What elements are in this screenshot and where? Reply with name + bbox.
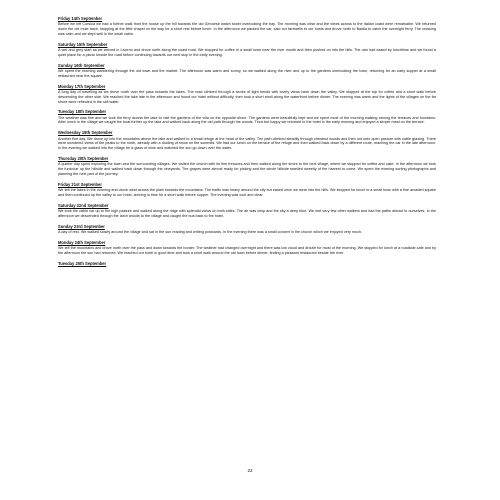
entry-heading: Friday 21st September <box>58 181 102 187</box>
entry-heading: Sunday 16th September <box>58 62 105 68</box>
entry-body: A day of rest. We walked slowly around the village and sat in the sun reading and writing postcards. In the evening there was a small concert in the church which we enjoyed very much. <box>58 230 363 235</box>
diary-entry <box>58 182 436 198</box>
diary-entry <box>58 156 436 177</box>
entry-heading: Wednesday 19th September <box>58 130 113 136</box>
entry-heading: Monday 24th September <box>58 240 106 246</box>
diary-entry <box>58 42 436 58</box>
entry-heading: Tuesday 25th September <box>58 261 107 267</box>
diary-entry <box>58 63 436 79</box>
entry-body: We left the mountains and drove north over the pass and down towards the border. The weather had changed overnight and there was low cloud and drizzle for most of the morning. We stopped for lunch at a roadside cafe and by the afternoon the sun had returned. We reached our hotel in good time and took a short walk around the old town before dinner, finding a pleasant restaurant beside the river. <box>58 246 436 256</box>
diary-entry <box>58 16 436 37</box>
entry-heading: Friday 14th September <box>58 16 103 21</box>
entry-body: We spent the morning wandering through the old town and the market. The afternoon was warm and sunny, so we walked along the river and up to the gardens overlooking the town, returning for an early supper at a small restaurant near the square. <box>58 69 436 78</box>
entry-heading: Saturday 15th September <box>58 41 108 47</box>
diary-entry <box>58 224 436 235</box>
diary-entry <box>58 203 436 219</box>
entry-heading: Saturday 22nd September <box>58 202 109 208</box>
entry-heading: Thursday 20th September <box>58 156 109 162</box>
entry-heading: Monday 17th September <box>58 83 106 89</box>
entry-body: The weather was fine and we took the ferry across the lake to visit the gardens of the villa on the opposite shore. The gardens were beautifully kept and we spent most of the morning walking among the terraces and fountains. After lunch in the village we caught the boat further up the lake and walked back along the old path through the woods. Tired but happy we returned to the hotel in the early evening and enjoyed a simple meal on the terrace. <box>58 115 436 125</box>
diary-entry <box>58 109 436 125</box>
diary-entry <box>58 261 436 266</box>
diary-text-block <box>58 16 436 271</box>
entry-body: We left the lakes in the morning and drove west across the plain towards the mountains. The traffic was heavy around the city but eased once we were into the hills. We stopped for lunch in a small town with a fine arcaded square and then continued up the valley to our hotel, arriving in time for a short walk before supper. The evening was cool and clear. <box>58 188 436 197</box>
entry-body: Before we left Corsica we had a further walk from the house up the hill towards the old Genoese watch tower overlooking the bay. The morning was clear and the views across to the Italian coast were remarkable. We returned down the old mule track, stopping at the little chapel on the way for a short rest before lunch. In the afternoon we packed the car, said our farewells to our hosts and drove north to Bastia to catch the overnight ferry. The crossing was calm and we slept well in the small cabin. <box>58 22 436 36</box>
diary-entry <box>58 240 436 256</box>
entry-body: A long day of travelling as we drove north over the pass towards the lakes. The road climbed through a series of tight bends with lovely views back down the valley. We stopped at the top for coffee and a short walk before descending the other side. We reached the lake late in the afternoon and found our hotel without difficulty, then took a short stroll along the waterfront before dinner. The evening was warm and the lights of the villages on the far shore were reflected in the still water. <box>58 90 436 104</box>
entry-body: We took the cable car up to the high pasture and walked along the ridge with splendid views on both sides. The air was crisp and the sky a deep blue. We met very few other walkers and had the paths almost to ourselves. In the afternoon we descended through the larch woods to the village and caught the bus back to the hotel. <box>58 209 436 218</box>
entry-body: A wet and grey start as we arrived in Livorno and drove north along the coast road. We stopped for coffee in a small town near the river mouth and then pushed on into the hills. The rain had eased by lunchtime and we found a quiet place for a picnic beside the road before continuing towards our next stop in the early evening. <box>58 48 436 57</box>
diary-entry <box>58 130 436 151</box>
entry-body: A quieter day spent exploring the town and the surrounding villages. We visited the church with its fine frescoes and then walked along the shore to the next village, where we stopped for coffee and cake. In the afternoon we took the funicular up the hillside and walked back down through the vineyards. The grapes were almost ready for picking and the whole hillside smelled sweetly of the harvest to come. We spent the evening sorting photographs and planning the next part of the journey. <box>58 162 436 176</box>
entry-heading: Sunday 23rd September <box>58 223 105 229</box>
diary-entry <box>58 84 436 105</box>
page-number: 22 <box>247 468 253 473</box>
entry-body: Another fine day. We drove up into the mountains above the lake and walked to a small refuge at the head of the valley. The path climbed steadily through chestnut woods and then out onto open pasture with cattle grazing. There were wonderful views of the peaks to the north, already with a dusting of snow on the summits. We had our lunch on the terrace of the refuge and then walked back down by a different route, reaching the car in the late afternoon. In the evening we walked into the village for a glass of wine and watched the sun go down over the water. <box>58 136 436 151</box>
entry-heading: Tuesday 18th September <box>58 109 107 115</box>
